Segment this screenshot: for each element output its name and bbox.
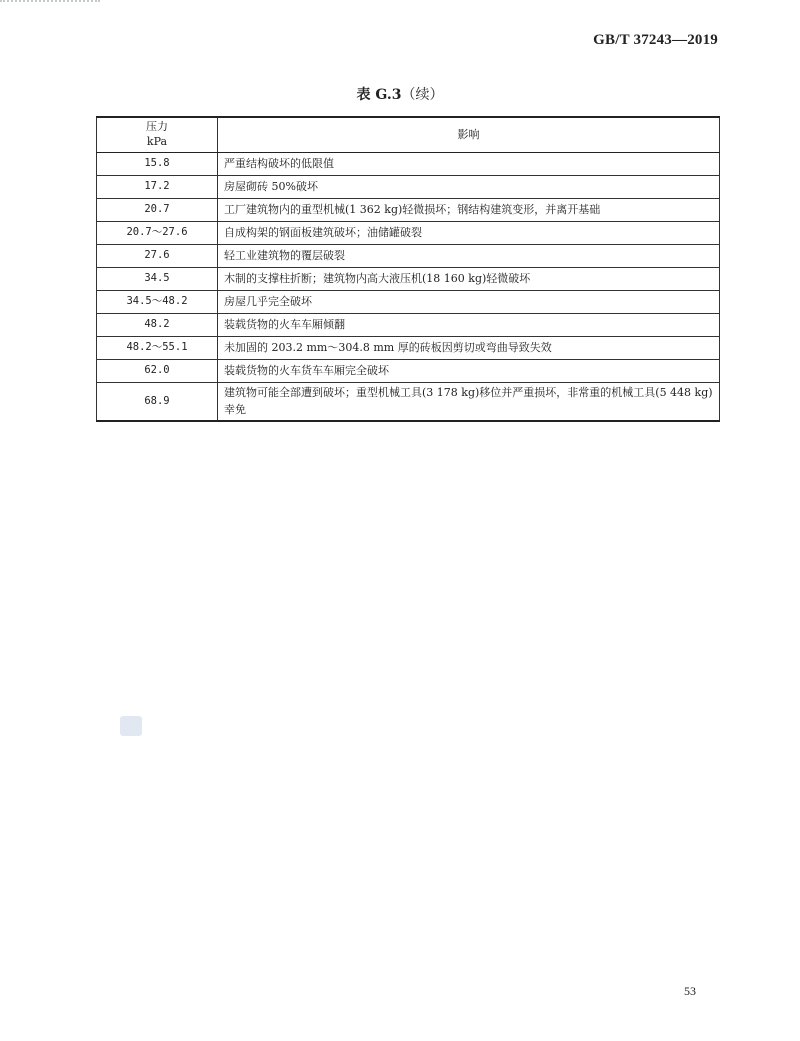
pressure-cell: 17.2	[97, 176, 218, 199]
effect-cell: 房屋砌砖 50%破坏	[218, 176, 720, 199]
pressure-effect-table	[96, 116, 720, 422]
effect-cell: 装载货物的火车货车车厢完全破坏	[218, 360, 720, 383]
table-header-row	[97, 117, 720, 153]
table-row	[97, 222, 720, 245]
effect-cell: 建筑物可能全部遭到破坏；重型机械工具(3 178 kg)移位并严重损坏，非常重的机械工具(5 448 kg)幸免	[218, 383, 720, 422]
table-row	[97, 360, 720, 383]
table-row	[97, 153, 720, 176]
effect-cell: 房屋几乎完全破坏	[218, 291, 720, 314]
document-number: GB/T 37243—2019	[593, 32, 718, 48]
table-title-label: 表 G.3	[356, 87, 402, 103]
pressure-cell: 62.0	[97, 360, 218, 383]
table-title	[0, 84, 800, 104]
pressure-cell: 34.5	[97, 268, 218, 291]
scan-edge-dots	[0, 0, 100, 8]
effect-cell: 木制的支撑柱折断；建筑物内高大液压机(18 160 kg)轻微破坏	[218, 268, 720, 291]
table-row	[97, 291, 720, 314]
pressure-cell: 48.2	[97, 314, 218, 337]
table-row	[97, 383, 720, 422]
table-row	[97, 337, 720, 360]
page-number: 53	[684, 984, 696, 998]
effect-cell: 未加固的 203.2 mm～304.8 mm 厚的砖板因剪切或弯曲导致失效	[218, 337, 720, 360]
effect-cell: 自成构架的钢面板建筑破坏；油储罐破裂	[218, 222, 720, 245]
effect-cell: 装载货物的火车车厢倾翻	[218, 314, 720, 337]
effect-cell: 严重结构破坏的低限值	[218, 153, 720, 176]
pressure-cell: 20.7～27.6	[97, 222, 218, 245]
effect-cell: 工厂建筑物内的重型机械(1 362 kg)轻微损坏；钢结构建筑变形，并离开基础	[218, 199, 720, 222]
column-header-pressure	[97, 117, 218, 153]
pressure-cell: 20.7	[97, 199, 218, 222]
table-title-continued: （续）	[401, 87, 444, 103]
pressure-cell: 34.5～48.2	[97, 291, 218, 314]
effect-cell: 轻工业建筑物的覆层破裂	[218, 245, 720, 268]
column-header-pressure-label: 压力	[146, 120, 168, 134]
pressure-cell: 27.6	[97, 245, 218, 268]
table-row	[97, 268, 720, 291]
pressure-cell: 68.9	[97, 383, 218, 422]
scan-artifact-mark	[120, 716, 142, 736]
column-header-pressure-unit: kPa	[146, 135, 168, 148]
table-row	[97, 245, 720, 268]
table-row	[97, 314, 720, 337]
table-row	[97, 176, 720, 199]
column-header-effect: 影响	[218, 117, 720, 153]
pressure-cell: 48.2～55.1	[97, 337, 218, 360]
pressure-cell: 15.8	[97, 153, 218, 176]
table-row	[97, 199, 720, 222]
